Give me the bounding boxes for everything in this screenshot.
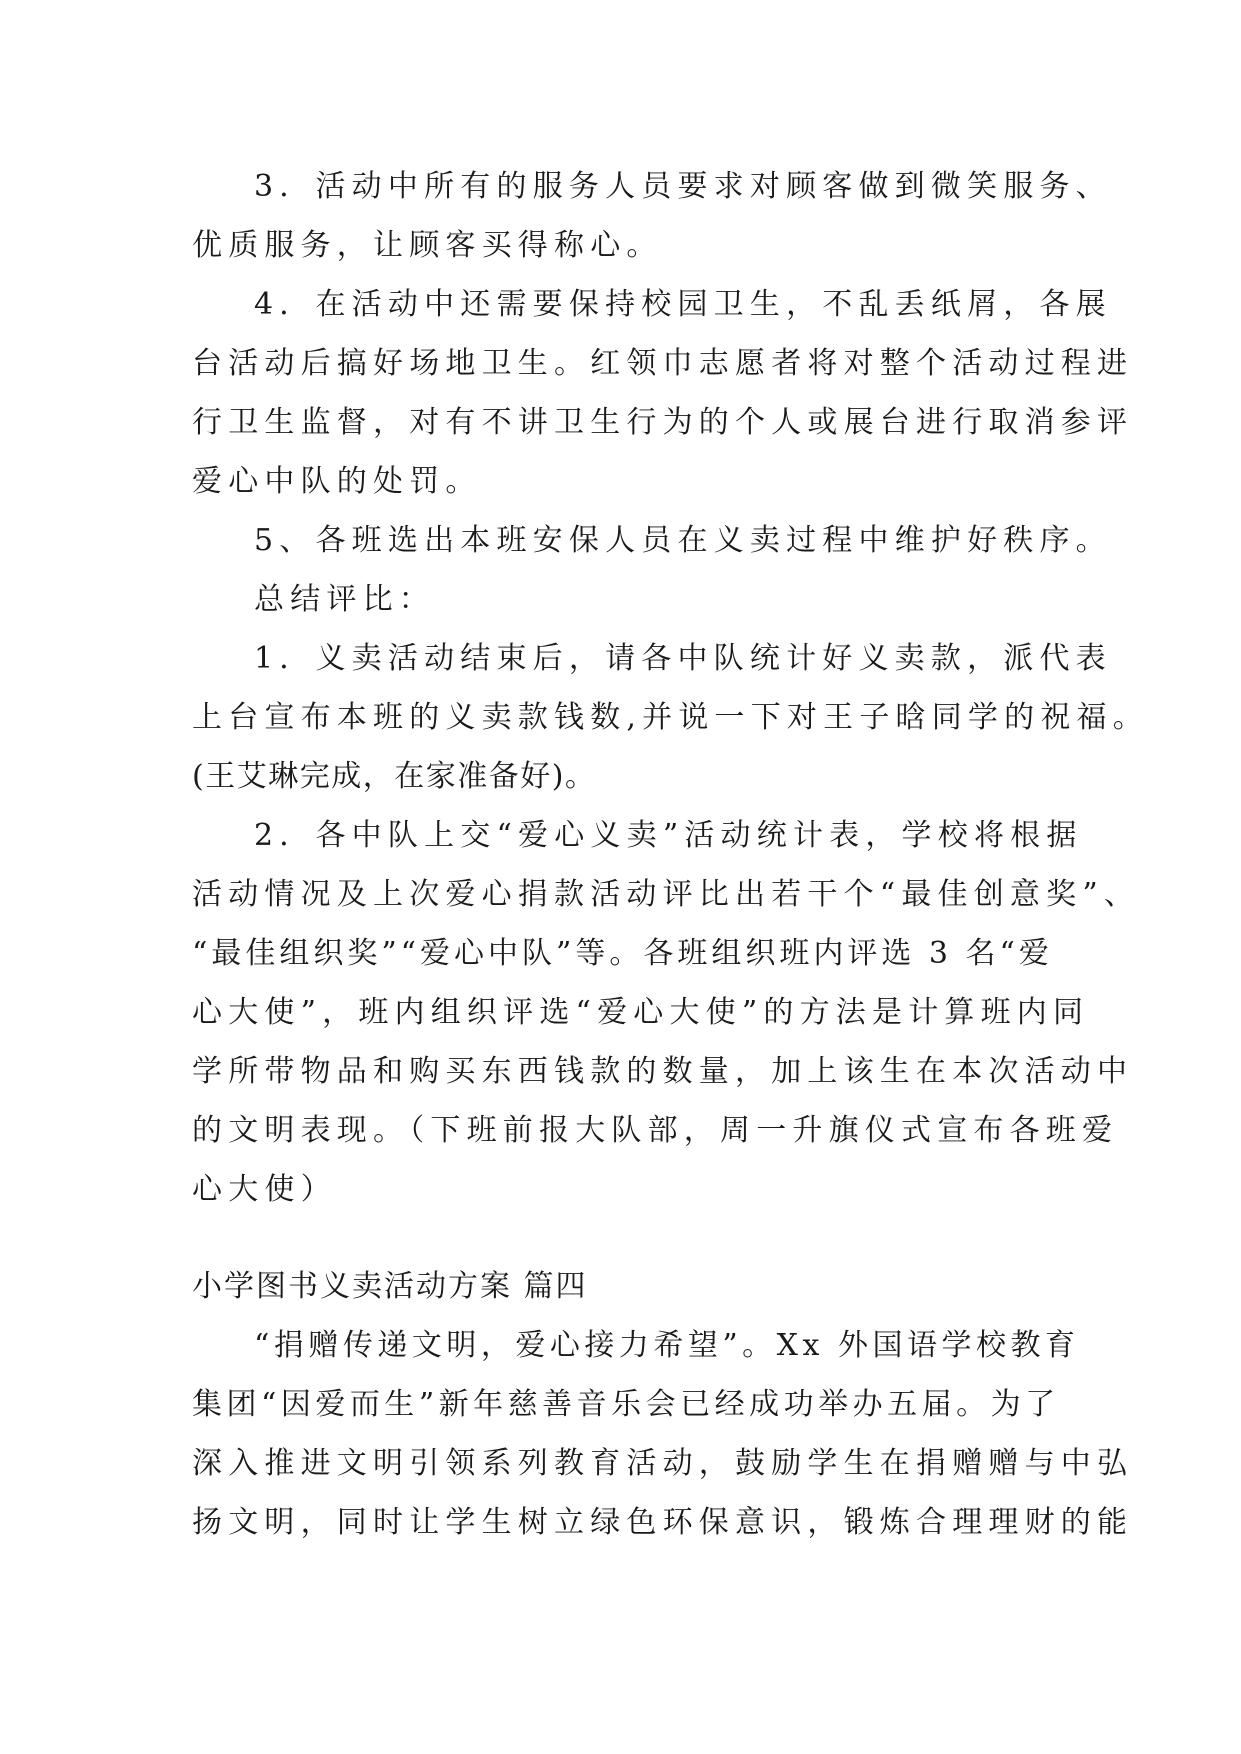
paragraph-line: 上台宣布本班的义卖款钱数,并说一下对王子晗同学的祝福。 [192, 700, 1149, 735]
paragraph-line: 行卫生监督，对有不讲卫生行为的个人或展台进行取消参评 [192, 405, 1134, 440]
paragraph-line: 2．各中队上交“爱心义卖”活动统计表，学校将根据 [254, 818, 1083, 853]
paragraph-line: 爱心中队的处罚。 [192, 464, 482, 499]
paragraph-line: 深入推进文明引领系列教育活动，鼓励学生在捐赠赠与中弘 [192, 1446, 1134, 1481]
paragraph-line: 1．义卖活动结束后，请各中队统计好义卖款，派代表 [254, 641, 1112, 676]
paragraph-line: 扬文明，同时让学生树立绿色环保意识，锻炼合理理财的能 [192, 1505, 1134, 1540]
paragraph-line: 优质服务，让顾客买得称心。 [192, 228, 663, 263]
paragraph-line: 学所带物品和购买东西钱款的数量，加上该生在本次活动中 [192, 1054, 1134, 1089]
paragraph-line: 集团“因爱而生”新年慈善音乐会已经成功举办五届。为了 [192, 1387, 1060, 1422]
paragraph-line: “最佳组织奖”“爱心中队”等。各班组织班内评选 3 名“爱 [192, 936, 1053, 971]
paragraph-line: (王艾琳完成，在家准备好)。 [192, 759, 597, 794]
paragraph-line: “捐赠传递文明，爱心接力希望”。Xx 外国语学校教育 [254, 1328, 1080, 1363]
paragraph-line: 总结评比： [254, 582, 435, 617]
section-title: 小学图书义卖活动方案 篇四 [192, 1269, 588, 1304]
paragraph-line: 5、各班选出本班安保人员在义卖过程中维护好秩序。 [254, 523, 1112, 558]
paragraph-line: 4．在活动中还需要保持校园卫生，不乱丢纸屑，各展 [254, 287, 1112, 322]
paragraph-line: 3．活动中所有的服务人员要求对顾客做到微笑服务、 [254, 169, 1112, 204]
paragraph-line: 的文明表现。（下班前报大队部，周一升旗仪式宣布各班爱 [192, 1113, 1119, 1148]
paragraph-line: 台活动后搞好场地卫生。红领巾志愿者将对整个活动过程进 [192, 346, 1134, 381]
paragraph-line: 活动情况及上次爱心捐款活动评比出若干个“最佳创意奖”、 [192, 877, 1141, 912]
paragraph-line: 心大使） [192, 1172, 337, 1207]
paragraph-line: 心大使”，班内组织评选“爱心大使”的方法是计算班内同 [192, 995, 1090, 1030]
